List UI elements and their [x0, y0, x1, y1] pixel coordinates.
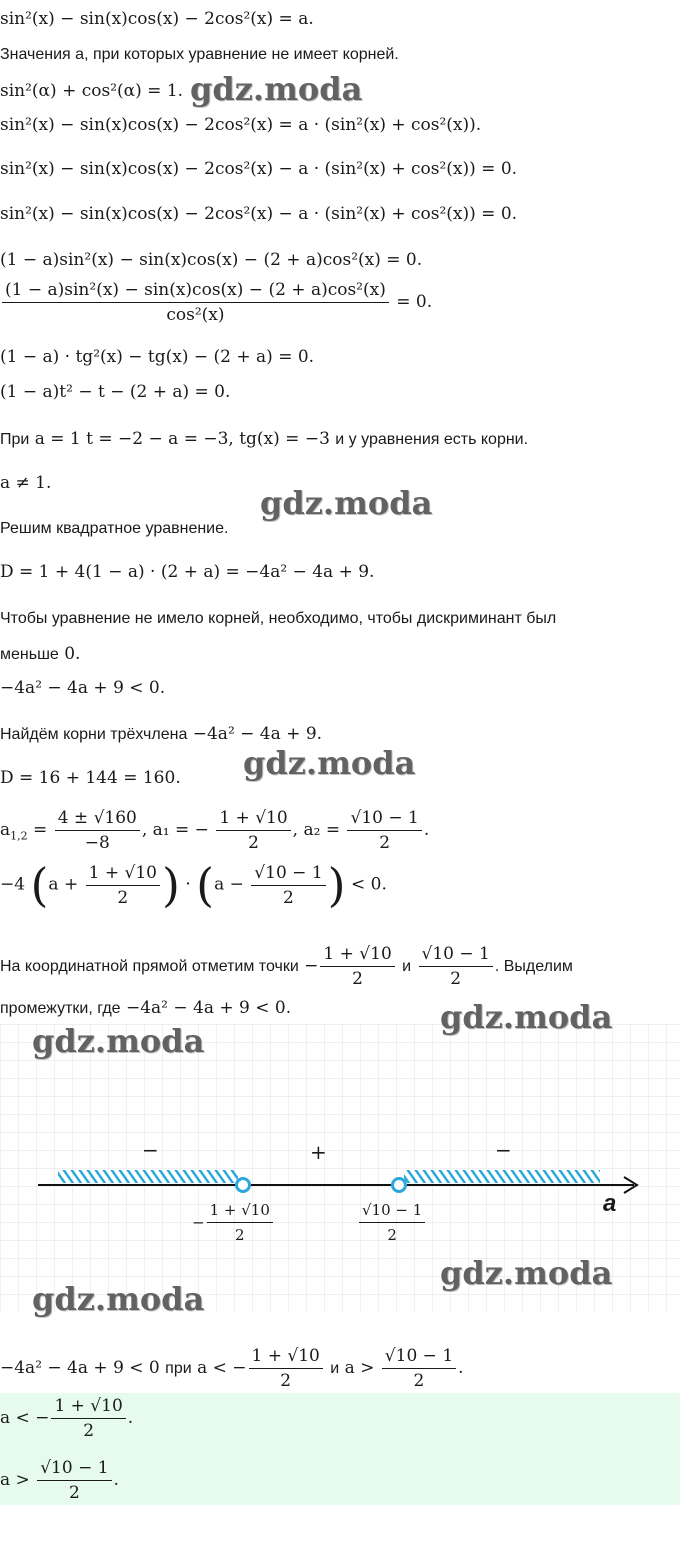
denominator: 2	[352, 969, 363, 989]
text: .	[127, 1408, 134, 1428]
point-right-label	[357, 1200, 427, 1245]
equals: =	[33, 820, 48, 840]
point-left	[237, 1179, 250, 1192]
fraction	[216, 808, 290, 853]
mark-points	[0, 944, 573, 989]
equation-step-5	[0, 280, 432, 325]
sign-mid: +	[310, 1140, 327, 1164]
numerator: 1 + √10	[207, 1200, 273, 1223]
numerator: 1 + √10	[86, 863, 160, 886]
denominator: 2	[68, 1483, 80, 1503]
denominator: 2	[117, 887, 129, 908]
numerator: √10 − 1	[347, 808, 421, 831]
denominator: 2	[234, 1226, 245, 1244]
inequality: −4a² − 4a + 9 < 0.	[0, 678, 166, 698]
math: a = 1 t = −2 − a = −3, tg(x) = −3	[34, 429, 330, 449]
conclusion	[0, 1346, 464, 1391]
math: a < −	[197, 1358, 247, 1378]
roots	[0, 808, 429, 853]
fraction	[2, 280, 389, 325]
numerator: √10 − 1	[251, 863, 325, 886]
paren-open: (	[30, 858, 49, 912]
fraction	[249, 1346, 323, 1391]
numerator: (1 − a)sin²(x) − sin(x)cos(x) − (2 + a)cos²(x)	[2, 280, 389, 303]
numerator: √10 − 1	[37, 1458, 111, 1481]
equation-step-1: sin²(x) − sin(x)cos(x) − 2cos²(x) = a · (sin²(x) + cos²(x)).	[0, 115, 482, 135]
equation-step-3: sin²(x) − sin(x)cos(x) − 2cos²(x) − a · (sin²(x) + cos²(x)) = 0.	[0, 204, 518, 224]
minus: −	[192, 1213, 205, 1232]
text: .	[458, 1358, 464, 1378]
equation-step-4: (1 − a)sin²(x) − sin(x)cos(x) − (2 + a)cos²(x) = 0.	[0, 250, 423, 270]
watermark: gdz.moda	[190, 70, 363, 108]
numerator: 4 ± √160	[55, 808, 140, 831]
text: при	[165, 1360, 192, 1377]
text: . Выделим	[494, 958, 573, 975]
numerator: 1 + √10	[51, 1396, 125, 1419]
text: При	[0, 431, 30, 448]
text: и у уравнения есть корни.	[335, 431, 529, 448]
watermark: gdz.moda	[32, 1280, 205, 1318]
denominator: 2	[379, 833, 391, 853]
equation-step-6: (1 − a) · tg²(x) − tg(x) − (2 + a) = 0.	[0, 347, 315, 367]
dot: ·	[185, 874, 191, 895]
case-a-equals-1	[0, 428, 528, 451]
watermark: gdz.moda	[440, 1254, 613, 1292]
text: a −	[214, 874, 244, 895]
denominator: 2	[413, 1371, 425, 1391]
math: −4a² − 4a + 9 < 0.	[125, 998, 292, 1018]
denominator: 2	[387, 1226, 397, 1244]
text: На координатной прямой отметим точки	[0, 958, 299, 975]
fraction	[382, 1346, 456, 1391]
fraction	[207, 1200, 273, 1245]
equation-step-2: sin²(x) − sin(x)cos(x) − 2cos²(x) − a · (sin²(x) + cos²(x)) = 0.	[0, 159, 518, 179]
fraction	[55, 808, 140, 853]
watermark: gdz.moda	[440, 998, 613, 1036]
text: и	[330, 1360, 340, 1377]
fraction	[419, 944, 493, 989]
point-right	[393, 1179, 406, 1192]
text: , a₂ =	[292, 820, 341, 840]
text: .	[113, 1470, 119, 1490]
denominator: 2	[83, 1421, 95, 1441]
equals-zero: = 0.	[396, 292, 433, 312]
numerator: 1 + √10	[249, 1346, 323, 1369]
text-solve: Решим квадратное уравнение.	[0, 520, 229, 537]
identity: sin²(α) + cos²(α) = 1.	[0, 81, 184, 101]
fraction	[347, 808, 421, 853]
minus: −	[304, 956, 319, 976]
math: −4a² − 4a + 9.	[192, 724, 323, 744]
coef: −4	[0, 874, 26, 895]
var: a	[0, 820, 11, 840]
fraction	[86, 863, 160, 908]
hatch-left	[58, 1170, 238, 1183]
text: промежутки, где	[0, 1000, 121, 1017]
discriminant: D = 1 + 4(1 − a) · (2 + a) = −4a² − 4a + 9.	[0, 562, 375, 582]
numerator: √10 − 1	[382, 1346, 456, 1369]
paren-open: (	[196, 858, 215, 912]
answer-1	[0, 1396, 133, 1441]
math: 0.	[64, 644, 81, 664]
math: a >	[344, 1358, 375, 1378]
text: < 0.	[351, 874, 387, 895]
point-left-label	[192, 1200, 275, 1245]
text: , a₁ = −	[141, 820, 209, 840]
watermark: gdz.moda	[32, 1022, 205, 1060]
text: меньше	[0, 646, 59, 663]
equation-given: sin²(x) − sin(x)cos(x) − 2cos²(x) = a.	[0, 9, 314, 29]
condition: a ≠ 1.	[0, 473, 52, 493]
answer-2	[0, 1458, 119, 1503]
denominator: 2	[283, 887, 294, 908]
math: −4a² − 4a + 9 < 0	[0, 1358, 160, 1378]
hatch-right	[404, 1170, 600, 1183]
subscript: 1,2	[10, 829, 28, 843]
denominator: −8	[84, 833, 110, 853]
fraction	[320, 944, 394, 989]
fraction	[37, 1458, 111, 1503]
numerator: 1 + √10	[320, 944, 394, 967]
text: и	[402, 958, 412, 975]
denominator: 2	[248, 833, 259, 853]
sign-right: −	[495, 1138, 512, 1162]
math: a < −	[0, 1408, 50, 1428]
text-condition-2	[0, 643, 80, 666]
axis-variable: a	[603, 1190, 617, 1217]
text: Найдём корни трёхчлена	[0, 726, 188, 743]
math: a >	[0, 1470, 30, 1490]
paren-close: )	[327, 858, 346, 912]
factored-inequality	[0, 858, 387, 912]
text: .	[423, 820, 430, 840]
denominator: 2	[450, 969, 462, 989]
task-text: Значения a, при которых уравнение не имеет корней.	[0, 46, 399, 63]
equation-step-7: (1 − a)t² − t − (2 + a) = 0.	[0, 382, 231, 402]
sign-left: −	[142, 1138, 159, 1162]
fraction	[51, 1396, 125, 1441]
text-condition: Чтобы уравнение не имело корней, необходимо, чтобы дискриминант был	[0, 610, 557, 627]
denominator: 2	[280, 1371, 292, 1391]
text: a +	[48, 874, 79, 895]
numerator: √10 − 1	[419, 944, 493, 967]
intervals-text	[0, 997, 291, 1020]
discriminant-2: D = 16 + 144 = 160.	[0, 768, 181, 788]
numerator: 1 + √10	[216, 808, 290, 831]
watermark: gdz.moda	[243, 744, 416, 782]
paren-close: )	[161, 858, 180, 912]
numerator: √10 − 1	[359, 1200, 425, 1223]
fraction	[359, 1200, 425, 1245]
find-roots	[0, 723, 322, 746]
watermark: gdz.moda	[260, 484, 433, 522]
fraction	[251, 863, 325, 908]
denominator: cos²(x)	[166, 305, 225, 325]
